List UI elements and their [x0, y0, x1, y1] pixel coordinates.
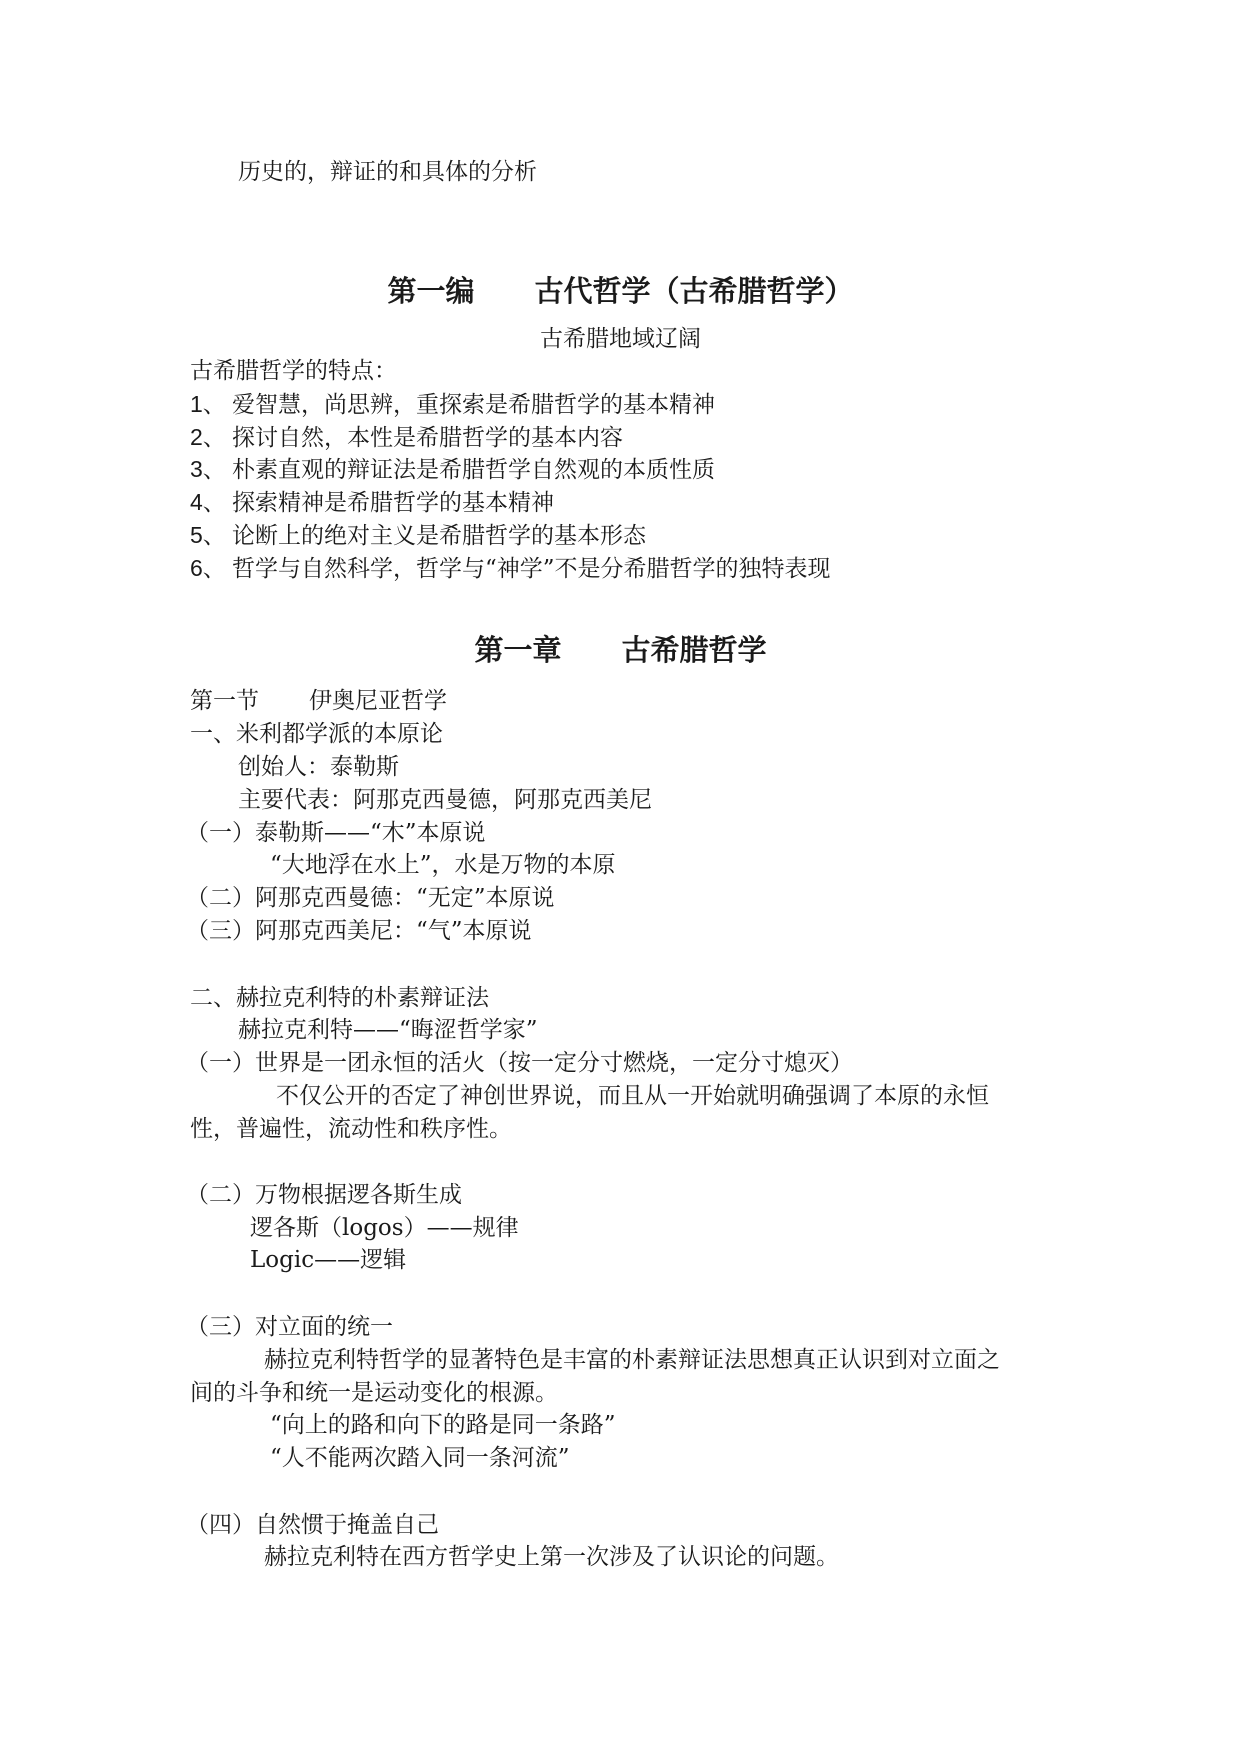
list-number: 2、: [190, 424, 226, 450]
chapter-heading-title: 古希腊哲学: [621, 633, 767, 667]
heraclitus-sub2: （二）万物根据逻各斯生成: [186, 1182, 462, 1208]
list-item: [190, 422, 623, 453]
heraclitus-sub4-body: 赫拉克利特在西方哲学史上第一次涉及了认识论的问题。: [264, 1544, 839, 1570]
list-item: [190, 487, 554, 518]
list-number: 3、: [190, 456, 226, 482]
list-text: 朴素直观的辩证法是希腊哲学自然观的本质性质: [232, 457, 715, 483]
list-text: 论断上的绝对主义是希腊哲学的基本形态: [232, 523, 646, 549]
milesian-representatives: 主要代表：阿那克西曼德，阿那克西美尼: [238, 787, 652, 813]
list-item: [190, 520, 646, 551]
heraclitus-sub3: （三）对立面的统一: [186, 1314, 393, 1340]
milesian-sub1: （一）泰勒斯——“木”本原说: [186, 820, 486, 846]
heraclitus-sub1-body: 不仅公开的否定了神创世界说，而且从一开始就明确强调了本原的永恒: [276, 1083, 989, 1109]
milesian-founder: 创始人：泰勒斯: [238, 754, 399, 780]
heraclitus-heading: 二、赫拉克利特的朴素辩证法: [190, 985, 489, 1011]
heraclitus-sub4: （四）自然惯于掩盖自己: [186, 1512, 439, 1538]
heraclitus-nickname: 赫拉克利特——“晦涩哲学家”: [238, 1017, 538, 1043]
milesian-sub1-quote: “大地浮在水上”，水是万物的本原: [270, 852, 616, 878]
section-heading: [190, 686, 447, 716]
part-heading-title: 古代哲学（古希腊哲学）: [534, 274, 854, 308]
list-text: 哲学与自然科学，哲学与“神学”不是分希腊哲学的独特表现: [232, 556, 831, 582]
heraclitus-sub3-quote1: “向上的路和向下的路是同一条路”: [270, 1412, 616, 1438]
list-text: 探讨自然，本性是希腊哲学的基本内容: [232, 425, 623, 451]
part-heading-label: 第一编: [387, 274, 475, 308]
heraclitus-sub3-quote2: “人不能两次踏入同一条河流”: [270, 1445, 570, 1471]
list-item: [190, 389, 715, 420]
part-subtitle: 古希腊地域辽阔: [540, 326, 701, 352]
heraclitus-sub1-body-cont: 性，普遍性，流动性和秩序性。: [190, 1116, 512, 1142]
list-text: 探索精神是希腊哲学的基本精神: [232, 490, 554, 516]
list-number: 6、: [190, 555, 226, 581]
milesian-heading: 一、米利都学派的本原论: [190, 721, 443, 747]
heraclitus-sub1: （一）世界是一团永恒的活火（按一定分寸燃烧，一定分寸熄灭）: [186, 1050, 853, 1076]
heraclitus-sub2-line2: Logic——逻辑: [250, 1247, 407, 1273]
list-item: [190, 553, 831, 584]
heraclitus-sub2-line1: 逻各斯（logos）——规律: [250, 1215, 519, 1241]
chapter-heading-label: 第一章: [474, 633, 562, 667]
features-heading: 古希腊哲学的特点：: [190, 358, 397, 384]
milesian-sub3: （三）阿那克西美尼：“气”本原说: [186, 918, 532, 944]
section-title: 伊奥尼亚哲学: [309, 688, 447, 714]
list-text: 爱智慧，尚思辨，重探索是希腊哲学的基本精神: [232, 392, 715, 418]
list-number: 1、: [190, 391, 226, 417]
heraclitus-sub3-body-cont: 间的斗争和统一是运动变化的根源。: [190, 1380, 558, 1406]
chapter-heading: [0, 630, 1241, 670]
milesian-sub2: （二）阿那克西曼德：“无定”本原说: [186, 885, 555, 911]
intro-line: 历史的，辩证的和具体的分析: [238, 159, 537, 185]
heraclitus-sub3-body: 赫拉克利特哲学的显著特色是丰富的朴素辩证法思想真正认识到对立面之: [264, 1347, 1000, 1373]
list-number: 4、: [190, 489, 226, 515]
list-item: [190, 454, 715, 485]
part-heading: [0, 271, 1241, 311]
list-number: 5、: [190, 522, 226, 548]
section-label: 第一节: [190, 688, 259, 714]
